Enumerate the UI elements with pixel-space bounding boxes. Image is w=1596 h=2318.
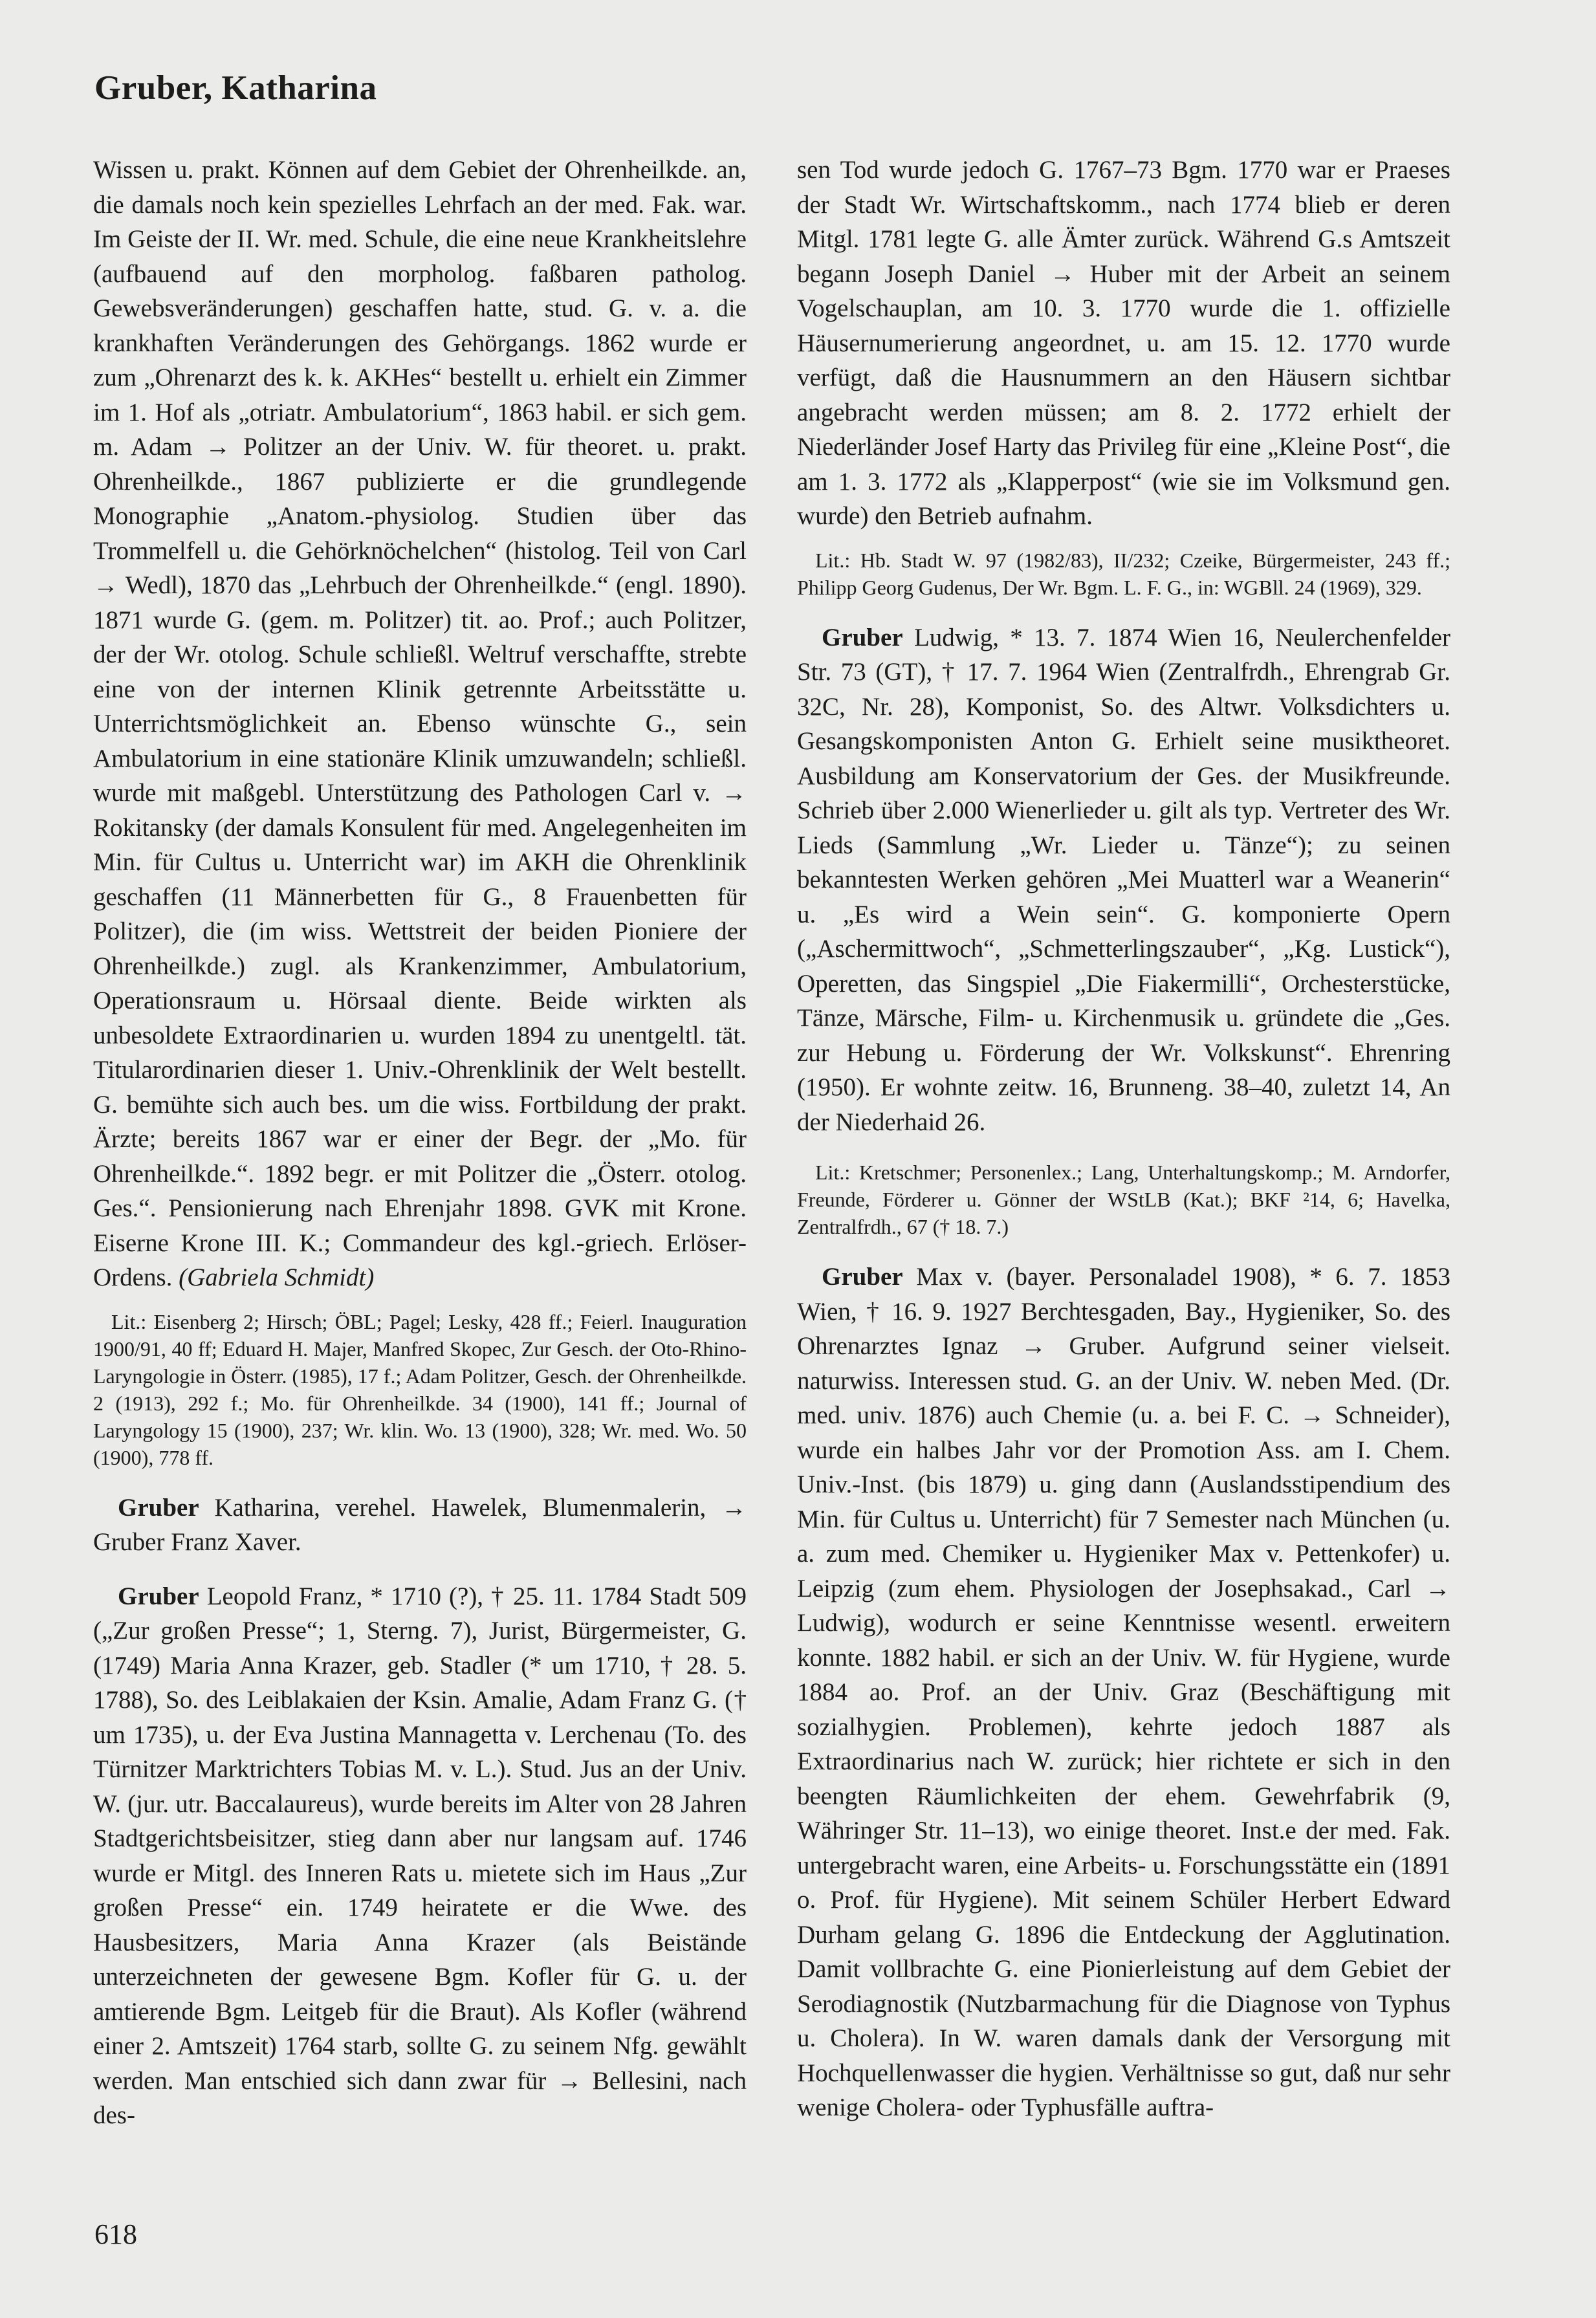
entry-gruber-katharina [93,1491,747,1560]
entry-headword: Gruber [118,1493,199,1522]
entry-gruber-ludwig [797,620,1450,1140]
entry-headword: Gruber [118,1582,199,1610]
entry-text: Max v. (bayer. Personaladel 1908), * 6. 7. 1853 Wien, † 16. 9. 1927 Berchtesgaden, Bay., Hygieniker, So. des Ohrenarztes Ignaz → Gruber. Aufgrund seiner vielseit. naturwiss. Interessen stud. G. an der Univ. W. neben Med. (Dr. med. univ. 1876) auch Chemie (u. a. bei F. C. → Schneider), wurde ein halbes Jahr vor der Promotion Ass. am I. Chem. Univ.-Inst. (bis 1879) u. ging dann (Auslandsstipendium des Min. für Cultus u. Unterricht) für 7 Semester nach München (u. a. zum med. Chemiker u. Hygieniker Max v. Pettenkofer) u. Leipzig (zum ehem. Physiologen der Josephsakad., Carl → Ludwig), wodurch er seine Kenntnisse wesentl. erweitern konnte. 1882 habil. er sich an der Univ. W. für Hygiene, wurde 1884 ao. Prof. an der Univ. Graz (Beschäftigung mit sozialhygien. Problemen), kehrte jedoch 1887 als Extraordinarius nach W. zurück; hier richtete er sich in den beengten Räumlichkeiten der ehem. Gewehrfabrik (9, Währinger Str. 11–13), wo einige theoret. Inst.e der med. Fak. untergebracht waren, eine Arbeits- u. Forschungsstätte ein (1891 o. Prof. für Hygiene). Mit seinem Schüler Herbert Edward Durham gelang G. 1896 die Entdeckung der Agglutination. Damit vollbrachte G. eine Pionierleistung auf dem Gebiet der Serodiagnostik (Nutzbarmachung für die Diagnose von Typhus u. Cholera). In W. waren damals dank der Versorgung mit Hochquellenwasser die hygien. Verhältnisse so gut, daß nur sehr wenige Cholera- oder Typhusfälle auftra- [797,1263,1451,2121]
literature-note: Lit.: Hb. Stadt W. 97 (1982/83), II/232; Czeike, Bürgermeister, 243 ff.; Philipp Georg Gudenus, Der Wr. Bgm. L. F. G., in: WGBll. 24 (1969), 329. [797,548,1450,599]
entry-continuation [93,153,747,1295]
left-column [93,153,747,2152]
page-number: 618 [94,2218,137,2250]
author-signature: (Gabriela Schmidt) [179,1263,375,1291]
entry-text: Katharina, verehel. Hawelek, Blumenmalerin, → Gruber Franz Xaver. [93,1493,747,1556]
entry-gruber-leopold [93,1579,747,2133]
entry-gruber-leopold-continued: sen Tod wurde jedoch G. 1767–73 Bgm. 1770 war er Praeses der Stadt Wr. Wirtschaftskomm., nach 1774 blieb er deren Mitgl. 1781 legte G. alle Ämter zurück. Während G.s Amtszeit begann Joseph Daniel → Huber mit der Arbeit an seinem Vogelschauplan, am 10. 3. 1770 wurde die 1. offizielle Häusernumerierung angeordnet, u. am 15. 12. 1770 wurde verfügt, daß die Hausnummern an den Häusern sichtbar angebracht werden müssen; am 8. 2. 1772 erhielt der Niederländer Josef Harty das Privileg für eine „Kleine Post“, die am 1. 3. 1772 als „Klapperpost“ (wie sie im Volksmund gen. wurde) den Betrieb aufnahm. [797,156,1450,530]
entry-text: Ludwig, * 13. 7. 1874 Wien 16, Neulerchenfelder Str. 73 (GT), † 17. 7. 1964 Wien (Zentralfrdh., Ehrengrab Gr. 32C, Nr. 28), Komponist, So. des Altwr. Volksdichters u. Gesangskomponisten Anton G. Erhielt seine musiktheoret. Ausbildung am Konservatorium der Ges. der Musikfreunde. Schrieb über 2.000 Wienerlieder u. gilt als typ. Vertreter des Wr. Lieds (Sammlung „Wr. Lieder u. Tänze“); zu seinen bekanntesten Werken gehören „Mei Muatterl war a Weanerin“ u. „Es wird a Wein sein“. G. komponierte Opern („Aschermittwoch“, „Schmetterlingszauber“, „Kg. Lustick“), Operetten, das Singspiel „Die Fiakermilli“, Orchesterstücke, Tänze, Märsche, Film- u. Kirchenmusik u. gründete die „Ges. zur Hebung u. Förderung der Wr. Volkskunst“. Ehrenring (1950). Er wohnte zeitw. 16, Brunneng. 38–40, zuletzt 14, An der Niederhaid 26. [797,623,1451,1136]
entry-gruber-max [797,1260,1450,2125]
entry-headword: Gruber [822,1263,903,1291]
entry-headword: Gruber [822,623,903,651]
literature-note: Lit.: Eisenberg 2; Hirsch; ÖBL; Pagel; Lesky, 428 ff.; Feierl. Inauguration 1900/91, 40 ff; Eduard H. Majer, Manfred Skopec, Zur Gesch. der Oto-Rhino-Laryngologie in Österr. (1985), 17 f.; Adam Politzer, Gesch. der Ohrenheilkde. 2 (1913), 292 f.; Mo. für Ohrenheilkde. 34 (1900), 141 ff.; Journal of Laryngology 15 (1900), 237; Wr. klin. Wo. 13 (1900), 328; Wr. med. Wo. 50 (1900), 778 ff. [93,1309,747,1469]
running-header: Gruber, Katharina [94,69,377,107]
literature-note: Lit.: Kretschmer; Personenlex.; Lang, Unterhaltungskomp.; M. Arndorfer, Freunde, Förderer u. Gönner der WStLB (Kat.); BKF ²14, 6; Havelka, Zentralfrdh., 67 († 18. 7.) [797,1161,1450,1238]
entry-text: Leopold Franz, * 1710 (?), † 25. 11. 1784 Stadt 509 („Zur großen Presse“; 1, Sterng. 7), Jurist, Bürgermeister, G. (1749) Maria Anna Krazer, geb. Stadler (* um 1710, † 28. 5. 1788), So. des Leiblakaien der Ksin. Amalie, Adam Franz G. († um 1735), u. der Eva Justina Mannagetta v. Lerchenau (To. des Türnitzer Marktrichters Tobias M. v. L.). Stud. Jus an der Univ. W. (jur. utr. Baccalaureus), wurde bereits im Alter von 28 Jahren Stadtgerichtsbeisitzer, stieg dann aber nur langsam auf. 1746 wurde er Mitgl. des Inneren Rats u. mietete sich im Haus „Zur großen Presse“ ein. 1749 heiratete er die Wwe. des Hausbesitzers, Maria Anna Krazer (als Beistände unterzeichneten der gewesene Bgm. Kofler für G. u. der amtierende Bgm. Leitgeb für die Braut). Als Kofler (während einer 2. Amtszeit) 1764 starb, sollte G. zu seinem Nfg. gewählt werden. Man entschied sich dann zwar für → Bellesini, nach des- [93,1582,747,2129]
continuation-text: Wissen u. prakt. Können auf dem Gebiet der Ohrenheilkde. an, die damals noch kein spezielles Lehrfach an der med. Fak. war. Im Geiste der II. Wr. med. Schule, die eine neue Krankheitslehre (aufbauend auf den morpholog. faßbaren patholog. Gewebsveränderungen) geschaffen hatte, stud. G. v. a. die krankhaften Veränderungen des Gehörgangs. 1862 wurde er zum „Ohrenarzt des k. k. AKHes“ bestellt u. erhielt ein Zimmer im 1. Hof als „otriatr. Ambulatorium“, 1863 habil. er sich gem. m. Adam → Politzer an der Univ. W. für theoret. u. prakt. Ohrenheilkde., 1867 publizierte er die grundlegende Monographie „Anatom.-physiolog. Studien über das Trommelfell u. die Gehörknöchelchen“ (histolog. Teil von Carl → Wedl), 1870 das „Lehrbuch der Ohrenheilkde.“ (engl. 1890). 1871 wurde G. (gem. m. Politzer) tit. ao. Prof.; auch Politzer, der der Wr. otolog. Schule schließl. Weltruf verschaffte, strebte eine von der internen Klinik getrennte Arbeitsstätte u. Unterrichtsmöglichkeit an. Ebenso wünschte G., sein Ambulatorium in eine stationäre Klinik umzuwandeln; schließl. wurde mit maßgebl. Unterstützung des Pathologen Carl v. → Rokitansky (der damals Konsulent für med. Angelegenheiten im Min. für Cultus u. Unterricht war) im AKH die Ohrenklinik geschaffen (11 Männerbetten für G., 8 Frauenbetten für Politzer), die (im wiss. Wettstreit der beiden Pioniere der Ohrenheilkde.) zugl. als Krankenzimmer, Ambulatorium, Operationsraum u. Hörsaal diente. Beide wirkten als unbesoldete Extraordinarien u. wurden 1894 zu unentgeltl. tät. Titularordinarien dieser 1. Univ.-Ohrenklinik der Welt bestellt. G. bemühte sich auch bes. um die wiss. Fortbildung der prakt. Ärzte; bereits 1867 war er einer der Begr. der „Mo. für Ohrenheilkde.“. 1892 begr. er mit Politzer die „Österr. otolog. Ges.“. Pensionierung nach Ehrenjahr 1898. GVK mit Krone. Eiserne Krone III. K.; Commandeur des kgl.-griech. Erlöser-Ordens. [93,156,747,1291]
right-column [797,153,1450,2145]
